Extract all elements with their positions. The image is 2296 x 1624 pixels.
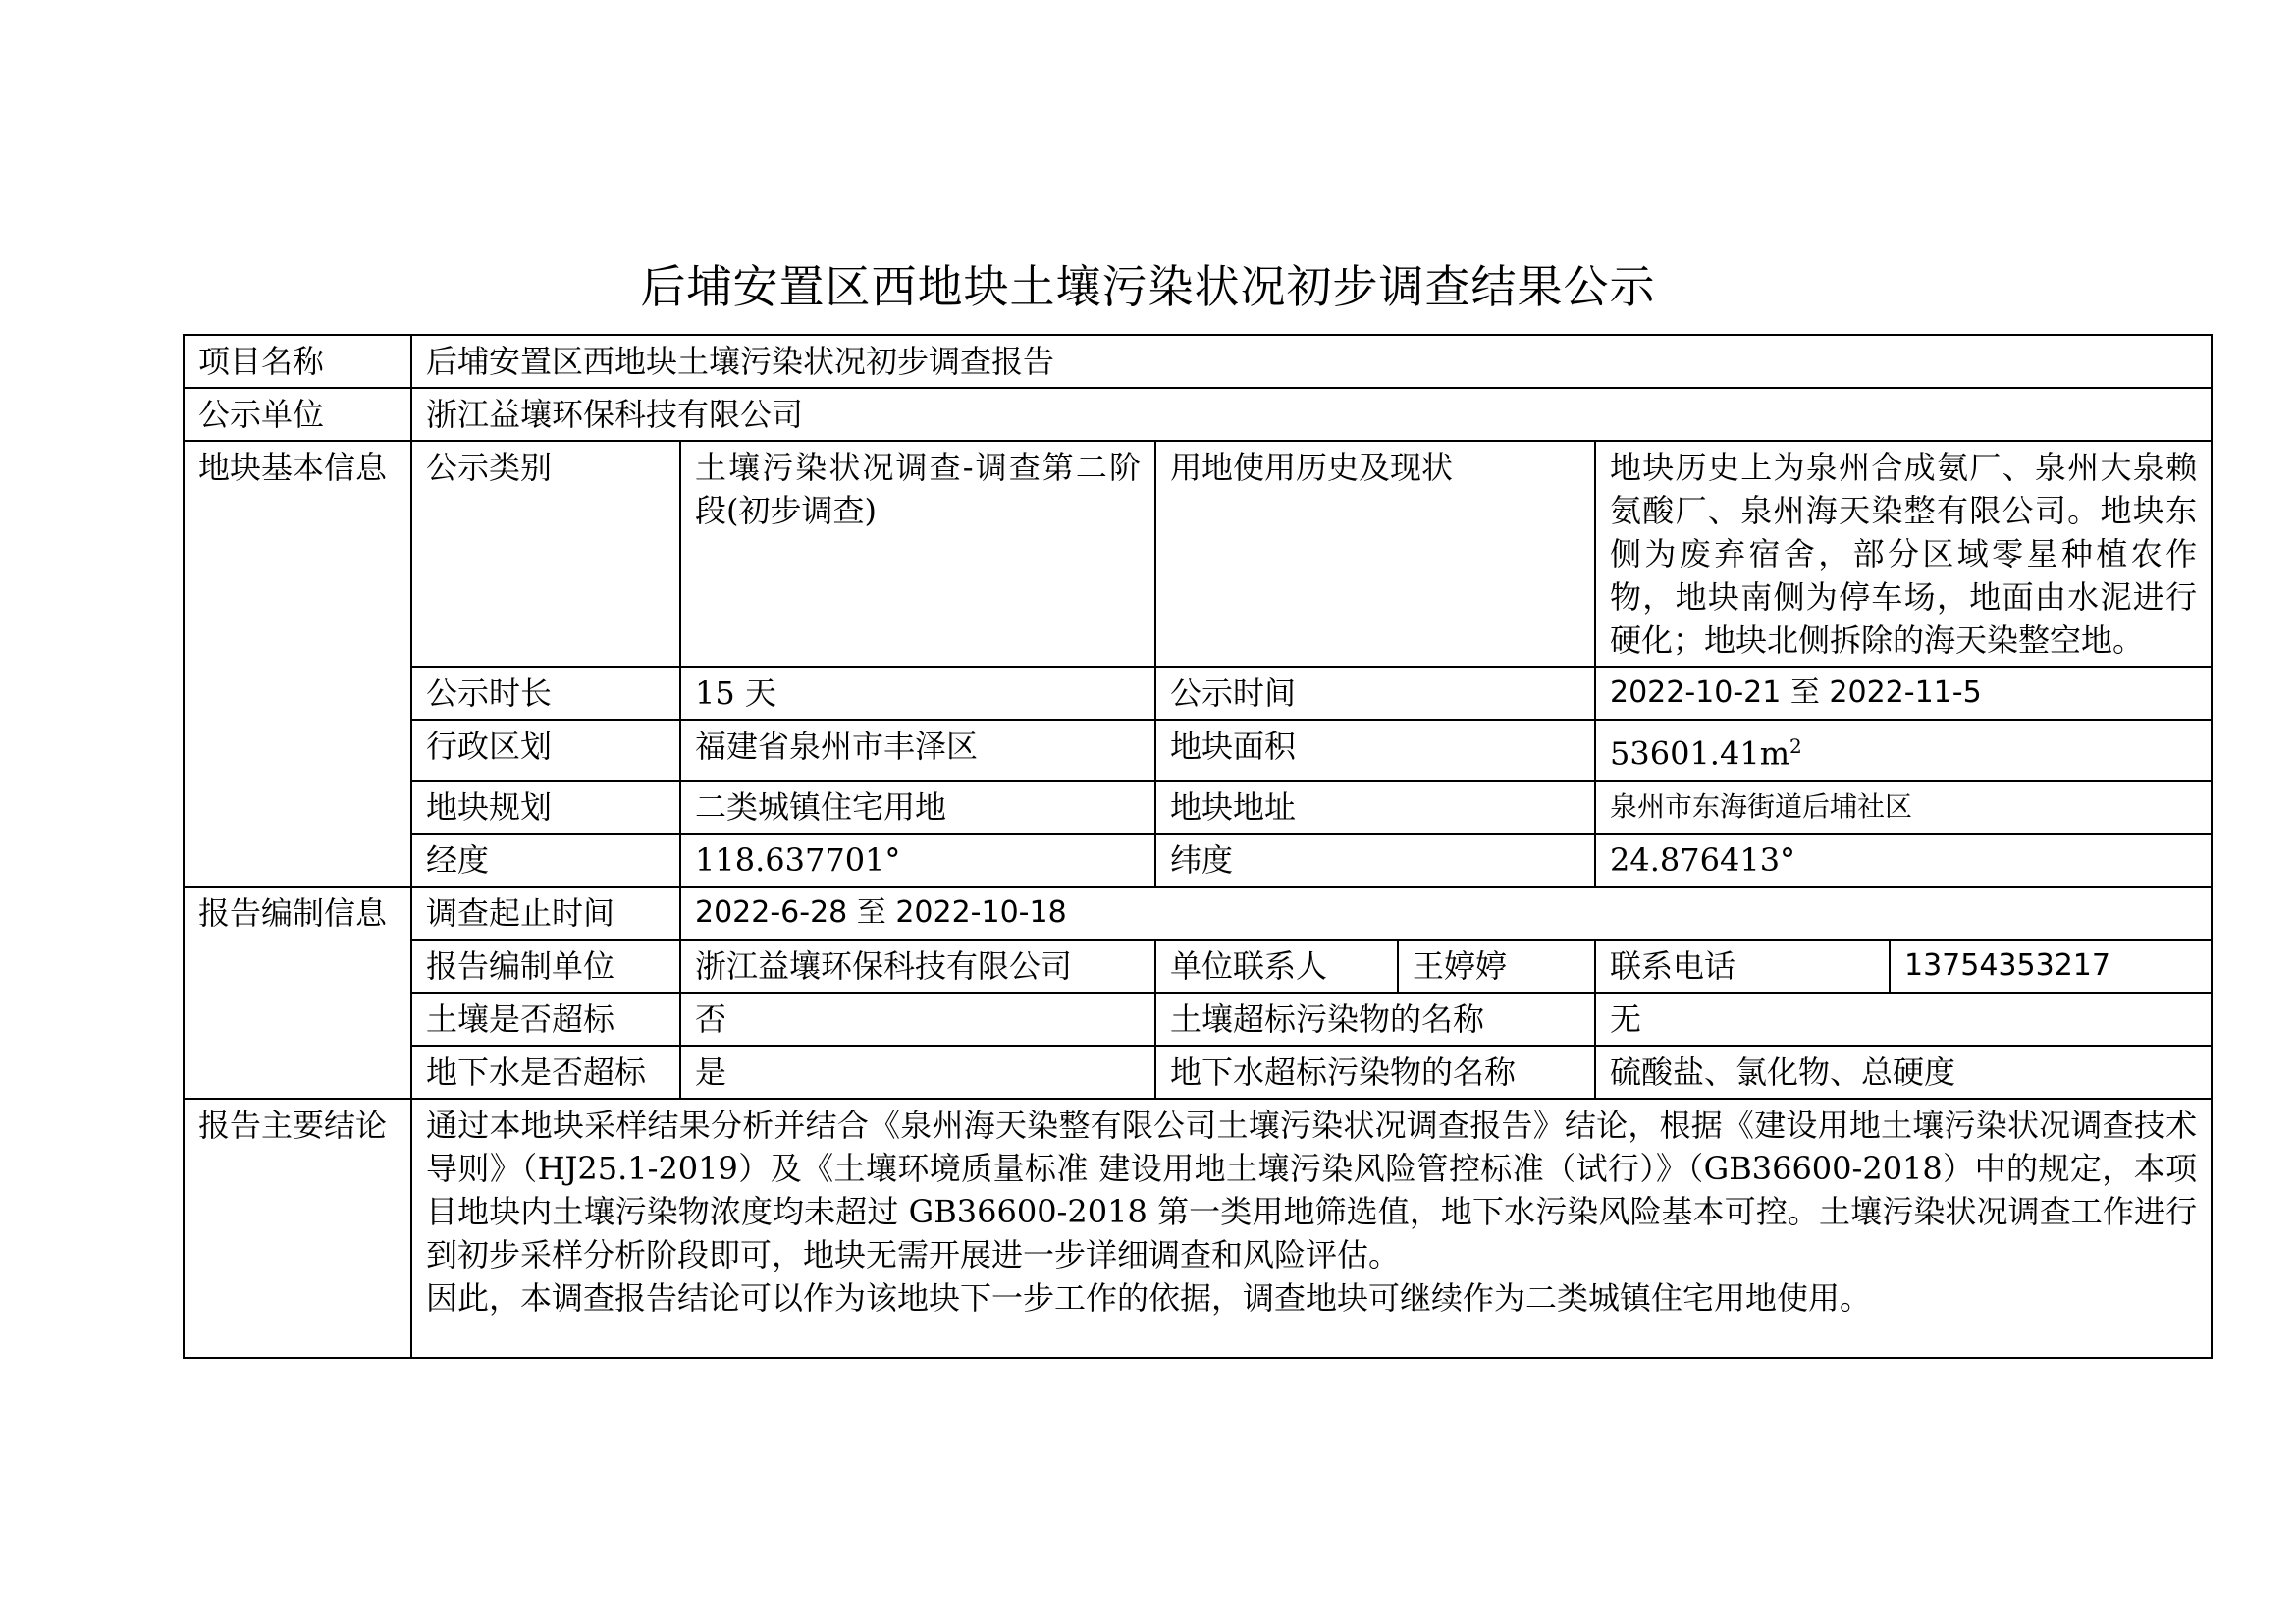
category-label: 公示类别	[411, 441, 680, 667]
period-label: 公示时间	[1155, 667, 1595, 720]
district-label: 行政区划	[411, 720, 680, 781]
row-compiler	[184, 940, 2212, 993]
row-district	[184, 720, 2212, 781]
soil-pollutant-label: 土壤超标污染物的名称	[1155, 993, 1595, 1046]
phone-value: 13754353217	[1890, 940, 2212, 993]
page-title: 后埔安置区西地块土壤污染状况初步调查结果公示	[640, 260, 1656, 313]
row-coordinates	[184, 834, 2212, 887]
phone-label: 联系电话	[1595, 940, 1890, 993]
latitude-label: 纬度	[1155, 834, 1595, 887]
publisher-label: 公示单位	[184, 388, 411, 441]
history-label: 用地使用历史及现状	[1155, 441, 1595, 667]
row-survey-period	[184, 887, 2212, 940]
conclusion-paragraph-2: 因此，本调查报告结论可以作为该地块下一步工作的依据，调查地块可继续作为二类城镇住宅用地使用。	[426, 1278, 1872, 1317]
row-category-history	[184, 441, 2212, 667]
compiler-label: 报告编制单位	[411, 940, 680, 993]
row-publisher	[184, 388, 2212, 441]
row-groundwater-exceed	[184, 1046, 2212, 1099]
period-value: 2022-10-21 至 2022-11-5	[1595, 667, 2212, 720]
address-label: 地块地址	[1155, 781, 1595, 834]
groundwater-exceed-label: 地下水是否超标	[411, 1046, 680, 1099]
soil-exceed-value: 否	[680, 993, 1155, 1046]
duration-label: 公示时长	[411, 667, 680, 720]
planning-label: 地块规划	[411, 781, 680, 834]
groundwater-pollutant-value: 硫酸盐、氯化物、总硬度	[1595, 1046, 2212, 1099]
groundwater-pollutant-label: 地下水超标污染物的名称	[1155, 1046, 1595, 1099]
area-cell	[1595, 720, 2212, 781]
plot-info-section-label: 地块基本信息	[184, 441, 411, 887]
category-value: 土壤污染状况调查-调查第二阶段(初步调查)	[680, 441, 1155, 667]
groundwater-exceed-value: 是	[680, 1046, 1155, 1099]
history-value: 地块历史上为泉州合成氨厂、泉州大泉赖氨酸厂、泉州海天染整有限公司。地块东侧为废弃宿舍，部分区域零星种植农作物，地块南侧为停车场，地面由水泥进行硬化；地块北侧拆除的海天染整空地。	[1595, 441, 2212, 667]
conclusion-label: 报告主要结论	[184, 1099, 411, 1358]
row-conclusion	[184, 1099, 2212, 1358]
latitude-value: 24.876413°	[1595, 834, 2212, 887]
soil-pollutant-value: 无	[1595, 993, 2212, 1046]
conclusion-paragraph-1: 通过本地块采样结果分析并结合《泉州海天染整有限公司土壤污染状况调查报告》结论，根据《建设用地土壤污染状况调查技术导则》（HJ25.1-2019）及《土壤环境质量标准 建设用地土壤污染风险管控标准（试行）》（GB36600-2018）中的规定，本项目地块内土壤污染物浓度均未超过 GB36600-2018 第一类用地筛选值，地下水污染风险基本可控。土壤污染状况调查工作进行到初步采样分析阶段即可，地块无需开展进一步详细调查和风险评估。	[426, 1106, 2198, 1273]
project-name-value: 后埔安置区西地块土壤污染状况初步调查报告	[411, 335, 2212, 388]
row-soil-exceed	[184, 993, 2212, 1046]
area-value: 53601.41m	[1610, 734, 1790, 773]
row-project-name	[184, 335, 2212, 388]
longitude-label: 经度	[411, 834, 680, 887]
survey-period-label: 调查起止时间	[411, 887, 680, 940]
longitude-value: 118.637701°	[680, 834, 1155, 887]
contact-value: 王婷婷	[1398, 940, 1595, 993]
district-value: 福建省泉州市丰泽区	[680, 720, 1155, 781]
publisher-value: 浙江益壤环保科技有限公司	[411, 388, 2212, 441]
conclusion-cell	[411, 1099, 2212, 1358]
report-info-section-label: 报告编制信息	[184, 887, 411, 1099]
notice-table	[183, 334, 2213, 1359]
row-planning	[184, 781, 2212, 834]
address-value: 泉州市东海街道后埔社区	[1595, 781, 2212, 834]
soil-exceed-label: 土壤是否超标	[411, 993, 680, 1046]
area-unit-sup: 2	[1789, 734, 1802, 758]
area-label: 地块面积	[1155, 720, 1595, 781]
compiler-value: 浙江益壤环保科技有限公司	[680, 940, 1155, 993]
project-name-label: 项目名称	[184, 335, 411, 388]
survey-period-value: 2022-6-28 至 2022-10-18	[680, 887, 2212, 940]
row-duration	[184, 667, 2212, 720]
duration-value: 15 天	[680, 667, 1155, 720]
planning-value: 二类城镇住宅用地	[680, 781, 1155, 834]
contact-label: 单位联系人	[1155, 940, 1398, 993]
